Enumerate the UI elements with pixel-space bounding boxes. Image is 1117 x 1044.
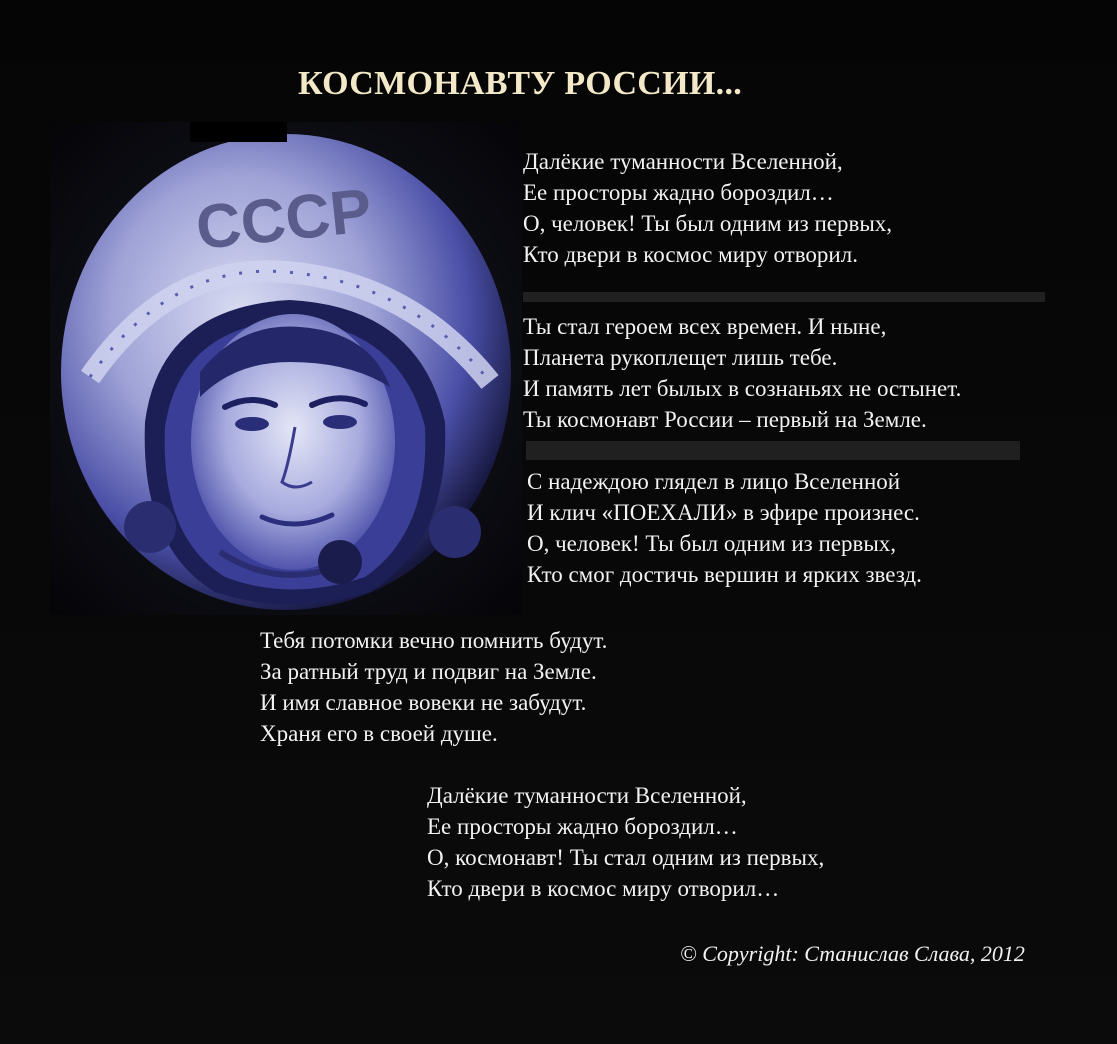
stanza-divider <box>523 292 1045 302</box>
poem-line: О, человек! Ты был одним из первых, <box>523 211 893 236</box>
stanza-divider <box>526 441 1020 460</box>
poem-title: КОСМОНАВТУ РОССИИ... <box>298 65 743 102</box>
poem-line: Тебя потомки вечно помнить будут. <box>260 628 608 653</box>
stanza-3 <box>527 466 922 590</box>
cosmonaut-portrait-icon <box>50 122 522 615</box>
portrait-notch <box>190 122 287 142</box>
stanza-5 <box>427 780 824 904</box>
poem-line: Планета рукоплещет лишь тебе. <box>523 345 838 370</box>
poem-line: Кто двери в космос миру отворил. <box>523 242 858 267</box>
helmet-label: СССР <box>192 176 375 264</box>
poem-line: Храня его в своей душе. <box>260 721 498 746</box>
poem-line: Ее просторы жадно бороздил… <box>427 814 738 839</box>
poem-line: О, человек! Ты был одним из первых, <box>527 531 897 556</box>
poem-line: За ратный труд и подвиг на Земле. <box>260 659 597 684</box>
poem-line: И память лет былых в сознаньях не остынет. <box>523 376 962 401</box>
stanza-1 <box>523 146 892 270</box>
poem-line: И клич «ПОЕХАЛИ» в эфире произнес. <box>527 500 920 525</box>
poem-line: Ты стал героем всех времен. И ныне, <box>523 314 887 339</box>
cosmonaut-portrait <box>50 122 522 615</box>
poem-line: О, космонавт! Ты стал одним из первых, <box>427 845 825 870</box>
poem-line: Ее просторы жадно бороздил… <box>523 180 834 205</box>
poem-line: Ты космонавт России – первый на Земле. <box>523 407 927 432</box>
poem-line: С надеждою глядел в лицо Вселенной <box>527 469 901 494</box>
poem-line: Далёкие туманности Вселенной, <box>523 149 843 174</box>
poem-line: И имя славное вовеки не забудут. <box>260 690 587 715</box>
poem-line: Кто смог достичь вершин и ярких звезд. <box>527 562 922 587</box>
poem-line: Кто двери в космос миру отворил… <box>427 876 780 901</box>
stanza-2 <box>523 311 961 435</box>
stanza-4 <box>260 625 607 749</box>
poem-line: Далёкие туманности Вселенной, <box>427 783 747 808</box>
copyright-notice: © Copyright: Станислав Слава, 2012 <box>680 941 1025 966</box>
